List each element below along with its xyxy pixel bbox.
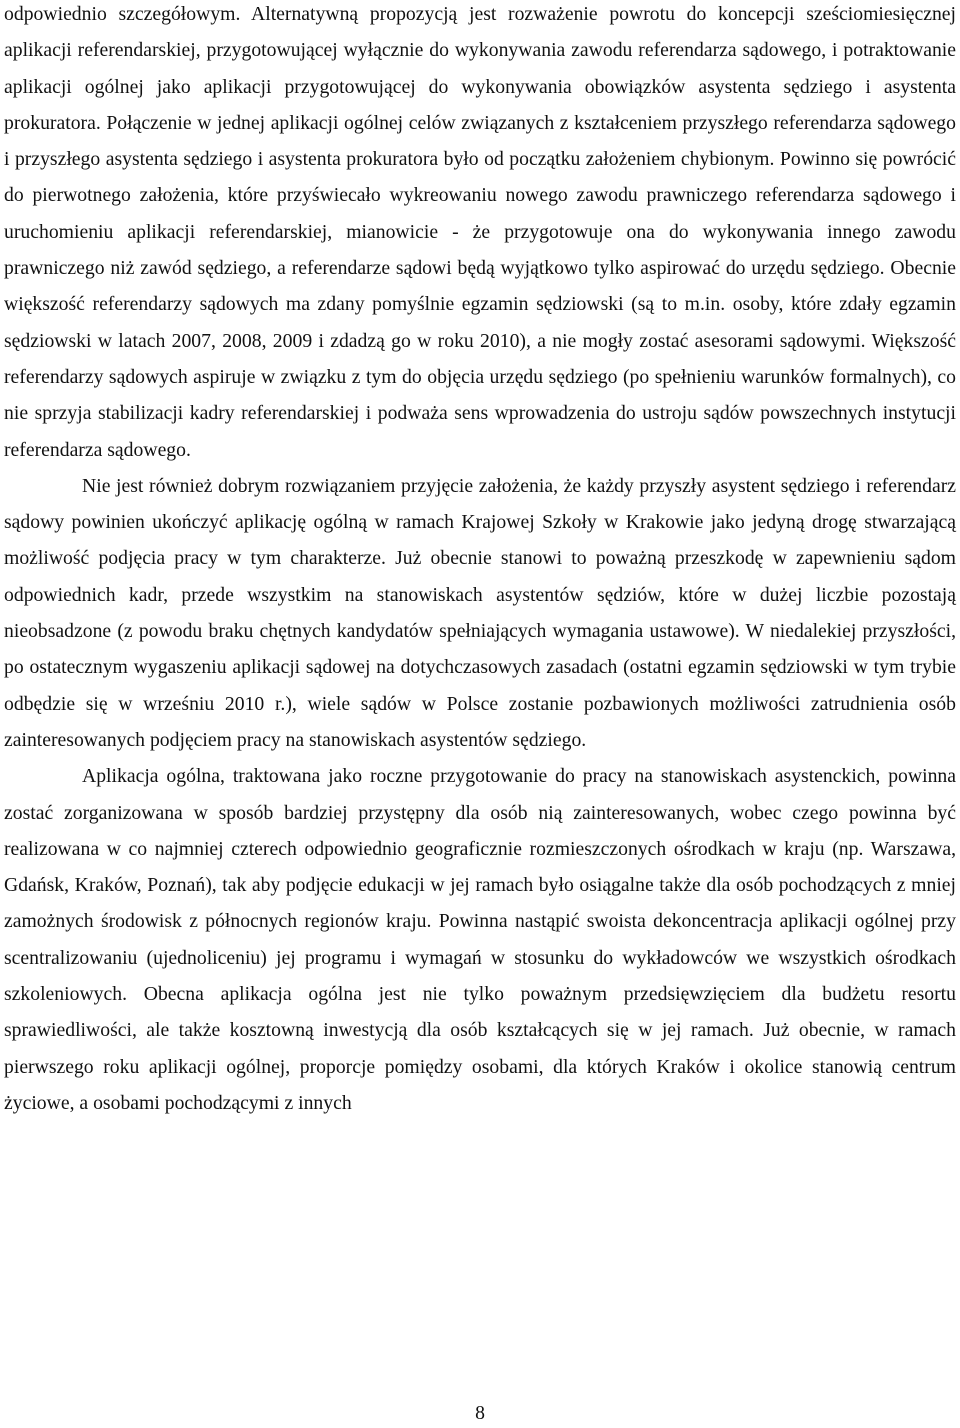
document-page [4,0,956,1428]
paragraph-2: Nie jest również dobrym rozwiązaniem przyjęcie założenia, że każdy przyszły asystent sędziego i referendarz sądowy powinien ukończyć aplikację ogólną w ramach Krajowej Szkoły w Krakowie jako jedyną drogę stwarzającą możliwość podjęcia pracy w tym charakterze. Już obecnie stanowi to poważną przeszkodę w zapewnieniu sądom odpowiednich kadr, przede wszystkim na stanowiskach asystentów sędziów, które w dużej liczbie pozostają nieobsadzone (z powodu braku chętnych kandydatów spełniających wymagania ustawowe). W niedalekiej przyszłości, po ostatecznym wygaszeniu aplikacji sądowej na dotychczasowych zasadach (ostatni egzamin sędziowski w tym trybie odbędzie się w wrześniu 2010 r.), wiele sądów w Polsce zostanie pozbawionych możliwości zatrudnienia osób zainteresowanych podjęciem pracy na stanowiskach asystentów sędziego. [4,474,956,751]
page-number: 8 [475,1402,485,1424]
paragraph-1: odpowiednio szczegółowym. Alternatywną propozycją jest rozważenie powrotu do koncepcji sześciomiesięcznej aplikacji referendarskiej, przygotowującej wyłącznie do wykonywania zawodu referendarza sądowego, i potraktowanie aplikacji ogólnej jako aplikacji przygotowującej do wykonywania obowiązków asystenta sędziego i asystenta prokuratora. Połączenie w jednej aplikacji ogólnej celów związanych z kształceniem przyszłego referendarza sądowego i przyszłego asystenta sędziego i asystenta prokuratora było od początku założeniem chybionym. Powinno się powrócić do pierwotnego założenia, które przyświecało wykreowaniu nowego zawodu prawniczego referendarza sądowego i uruchomieniu aplikacji referendarskiej, mianowicie - że przygotowuje ona do wykonywania innego zawodu prawniczego niż zawód sędziego, a referendarze sądowi będą wyjątkowo tylko aspirować do urzędu sędziego. Obecnie większość referendarzy sądowych ma zdany pomyślnie egzamin sędziowski (są to m.in. osoby, które zdały egzamin sędziowski w latach 2007, 2008, 2009 i zdadzą go w roku 2010), a nie mogły zostać asesorami sądowymi. Większość referendarzy sądowych aspiruje w związku z tym do objęcia urzędu sędziego (po spełnieniu warunków formalnych), co nie sprzyja stabilizacji kadry referendarskiej i podważa sens wprowadzenia do ustroju sądów powszechnych instytucji referendarza sądowego. [4,3,956,461]
body-text [4,0,956,1121]
paragraph-3: Aplikacja ogólna, traktowana jako roczne przygotowanie do pracy na stanowiskach asystenckich, powinna zostać zorganizowana w sposób bardziej przystępny dla osób nią zainteresowanych, wobec czego powinna być realizowana w co najmniej czterech odpowiednio geograficznie rozmieszczonych ośrodkach w kraju (np. Warszawa, Gdańsk, Kraków, Poznań), tak aby podjęcie edukacji w jej ramach było osiągalne także dla osób pochodzących z mniej zamożnych środowisk z północnych regionów kraju. Powinna nastąpić swoista dekoncentracja aplikacji ogólnej przy scentralizowaniu (ujednoliceniu) jej programu i wymagań w stosunku do wykładowców we wszystkich ośrodkach szkoleniowych. Obecna aplikacja ogólna jest nie tylko poważnym przedsięwzięciem dla budżetu resortu sprawiedliwości, ale także kosztowną inwestycją dla osób kształcących się w jej ramach. Już obecnie, w ramach pierwszego roku aplikacji ogólnej, proporcje pomiędzy osobami, dla których Kraków i okolice stanowią centrum życiowe, a osobami pochodzącymi z innych [4,765,956,1114]
